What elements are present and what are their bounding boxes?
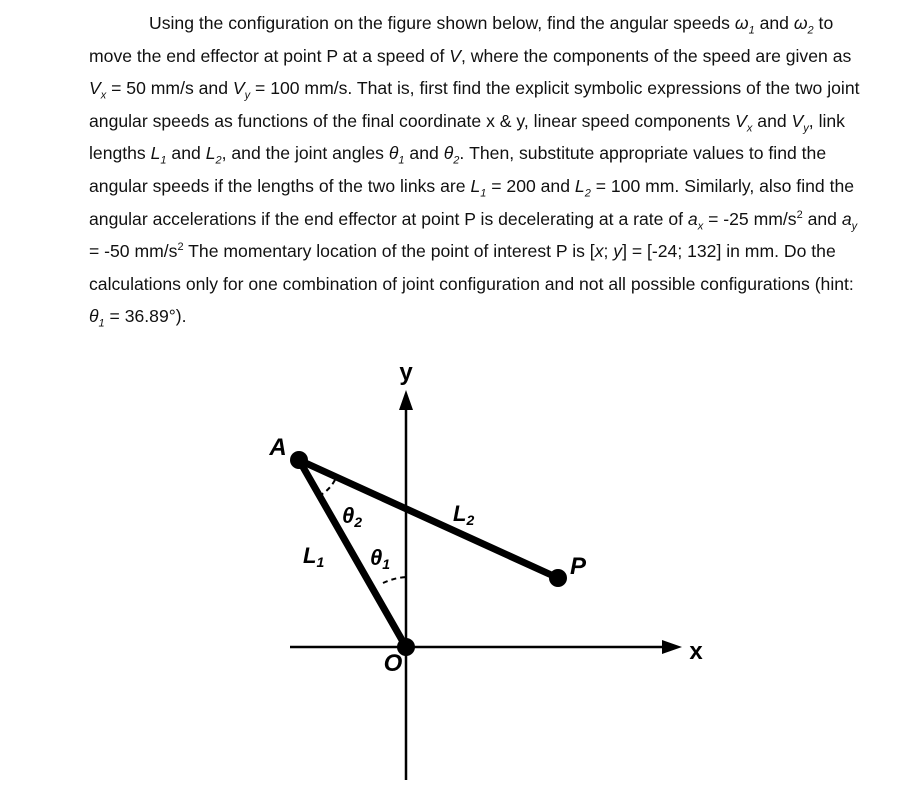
theta1-arc	[383, 577, 406, 583]
theta2-label: θ2	[342, 503, 363, 530]
y-axis-label: y	[399, 359, 413, 386]
theta1-label: θ1	[370, 545, 391, 572]
point-p-label: P	[569, 553, 587, 580]
link-2-label: L2	[453, 501, 475, 528]
point-a-label: A	[269, 434, 287, 461]
point-o-label: O	[383, 650, 403, 677]
y-axis-arrow	[399, 390, 413, 410]
end-effector-p	[549, 569, 567, 587]
x-axis-arrow	[662, 640, 682, 654]
joint-a	[290, 451, 308, 469]
link-1-label: L1	[303, 543, 325, 570]
theta2-arc	[319, 478, 336, 496]
problem-paragraph: Using the configuration on the figure shown below, find the angular speeds $\omega_1$ and $\omega_2$ to move the end effector at point P at a speed of V, where the components of the speed are given as $V_x = 50$ mm/s and $V_y = 100$ mm/s. That is, first find the explicit symbolic expressions of the two joint angular speeds as functions of the final coordinate x & y, linear speed components $V_x$ and $V_y$, link lengths $L_1$ and $L_2$, and the joint angles $\theta_1$ and $\theta_2$. Then, substitute appropriate values to find the angular speeds if the lengths of the two links are $L_1 = 200$ and $L_2 = 100$ mm. Similarly, also find the angular accelerations if the end effector at point P is decelerating at a rate of $a_x = -25$ $mm/s^2$ and $a_y = -50$ $mm/s^2$ The momentary location of the point of interest P is [x; y] = [-24; 132] in mm. Do the calculations only for one combination of joint configuration and not all possible configurations (hint: $\theta_1 = 36.89^\circ$).	[89, 13, 860, 330]
link-2	[299, 460, 558, 578]
x-axis-label: x	[689, 638, 703, 665]
